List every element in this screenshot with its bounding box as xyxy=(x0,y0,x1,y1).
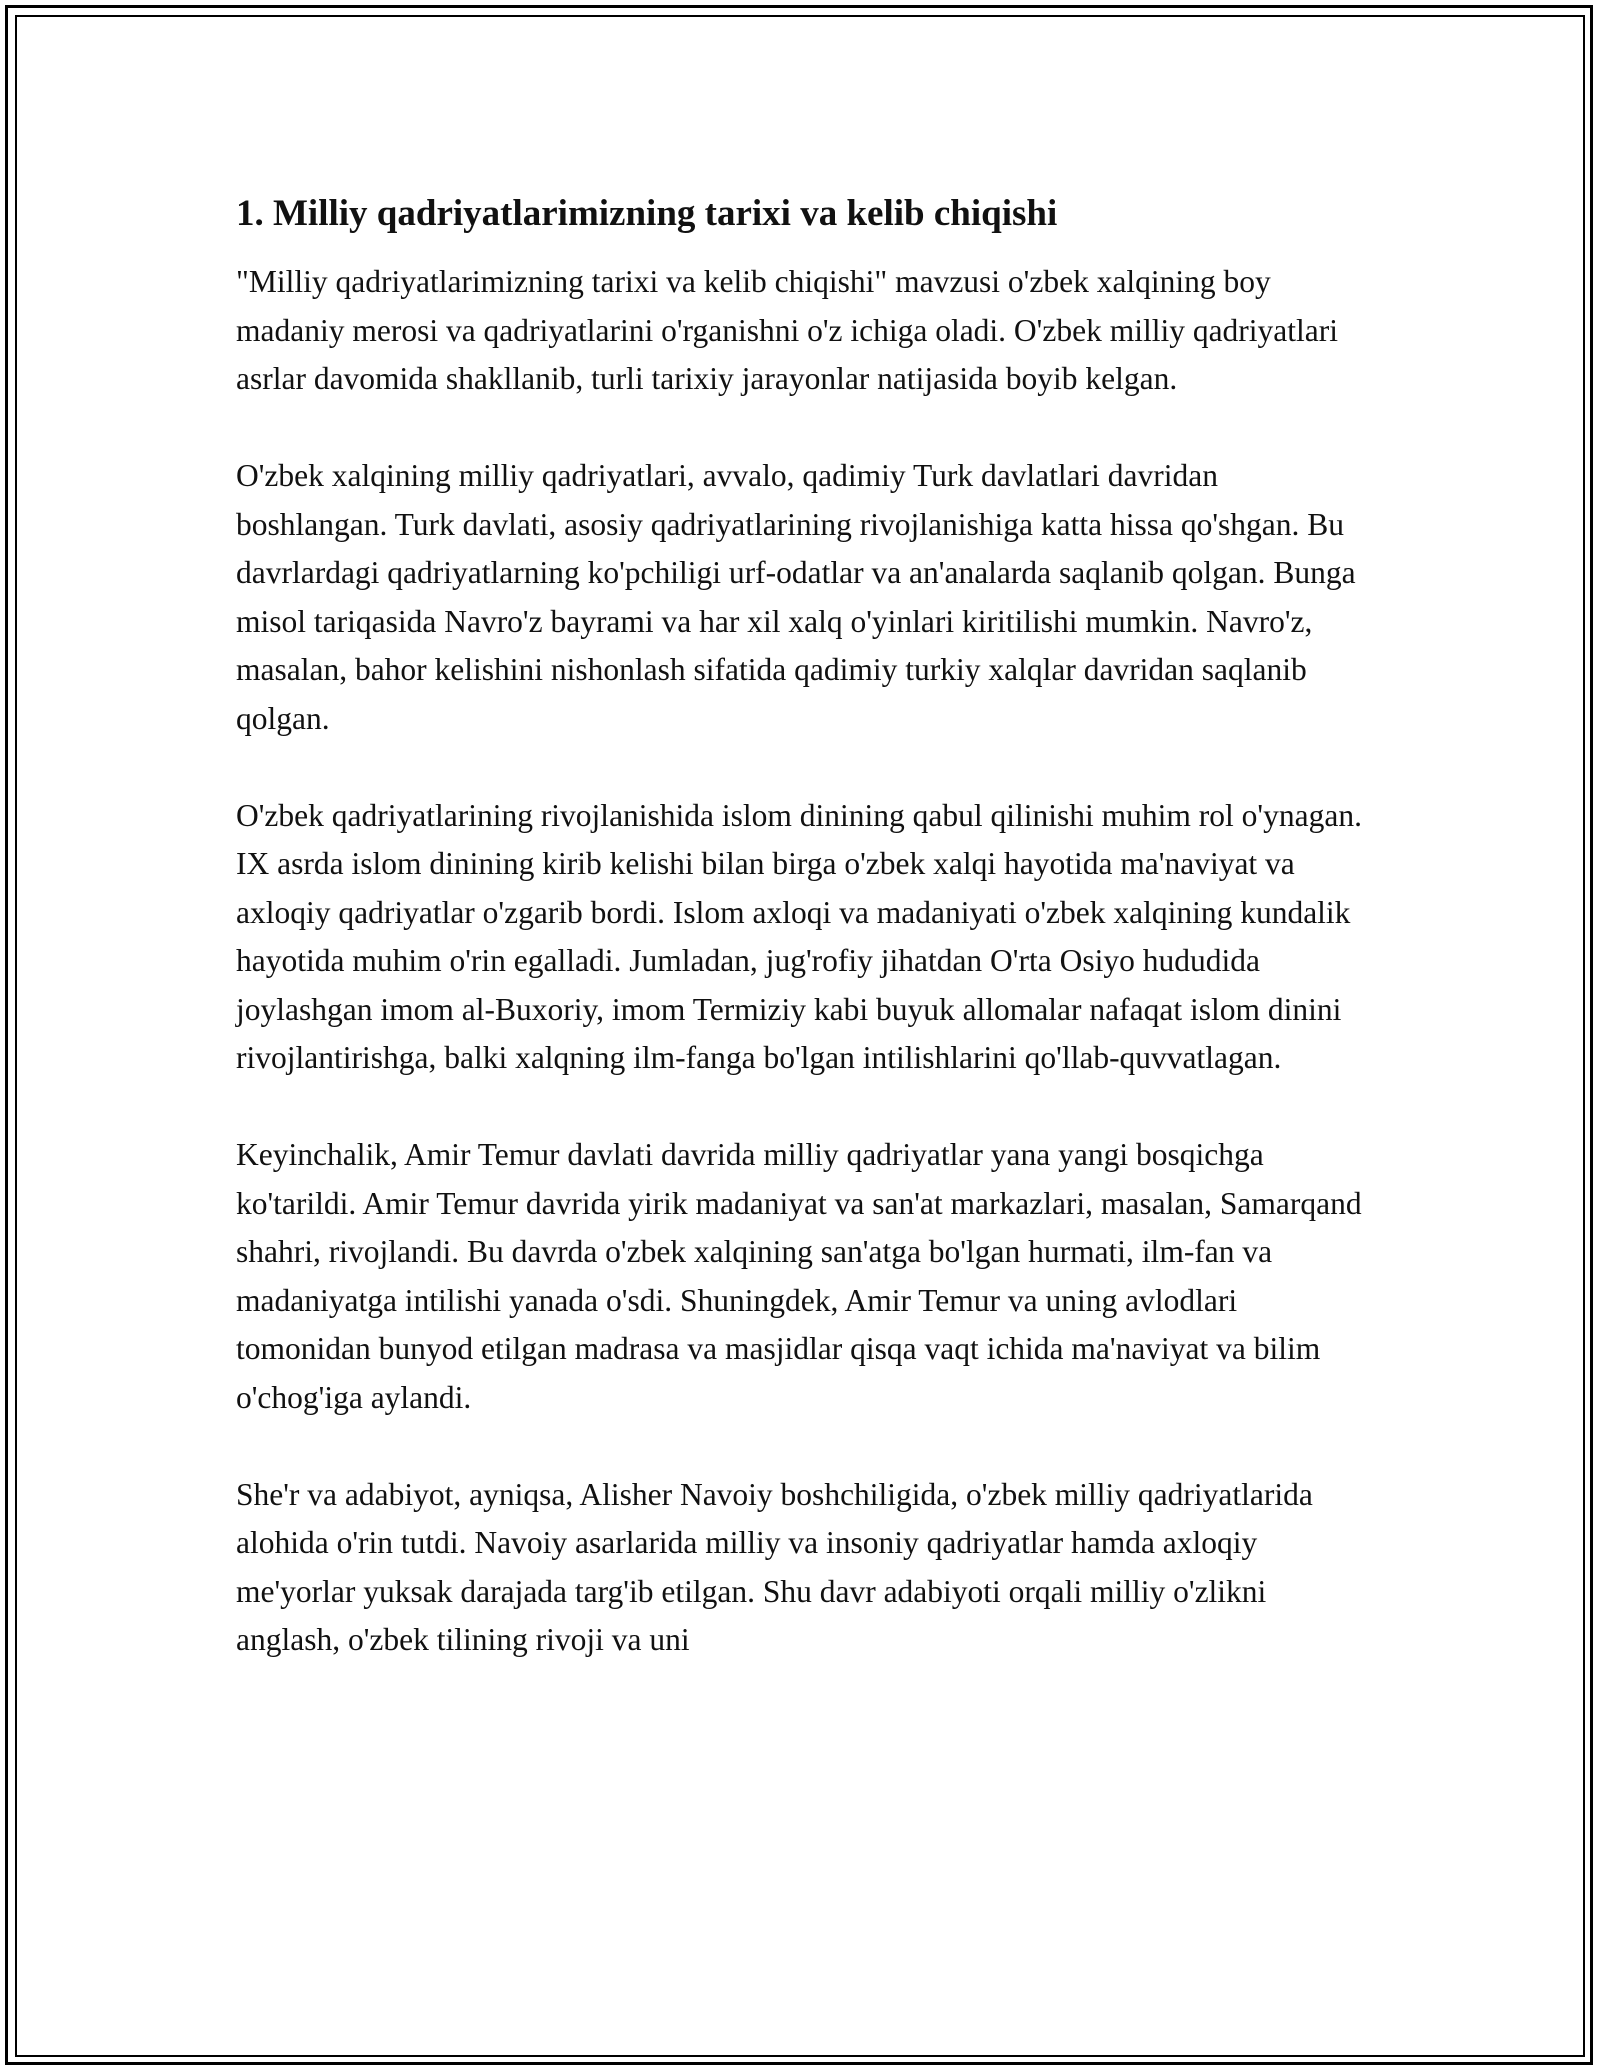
paragraph-5: She'r va adabiyot, ayniqsa, Alisher Navoiy boshchiligida, o'zbek milliy qadriyatlarida alohida o'rin tutdi. Navoiy asarlarida milliy va insoniy qadriyatlar hamda axloqiy me'yorlar yuksak darajada targ'ib etilgan. Shu davr adabiyoti orqali milliy o'zlikni anglash, o'zbek tilining rivoji va uni xyxy=(236,1476,1313,1657)
paragraph-1: "Milliy qadriyatlarimizning tarixi va kelib chiqishi" mavzusi o'zbek xalqining boy madaniy merosi va qadriyatlarini o'rganishni o'z ichiga oladi. O'zbek milliy qadriyatlari asrlar davomida shakllanib, turli tarixiy jarayonlar natijasida boyib kelgan. xyxy=(236,264,1339,396)
paragraph-3: O'zbek qadriyatlarining rivojlanishida islom dinining qabul qilinishi muhim rol o'ynagan. IX asrda islom dinining kirib kelishi bilan birga o'zbek xalqi hayotida ma'naviyat va axloqiy qadriyatlar o'zgarib bordi. Islom axloqi va madaniyati o'zbek xalqining kundalik hayotida muhim o'rin egalladi. Jumladan, jug'rofiy jihatdan O'rta Osiyo hududida joylashgan imom al-Buxoriy, imom Termiziy kabi buyuk allomalar nafaqat islom dinini rivojlantirishga, balki xalqning ilm-fanga bo'lgan intilishlarini qo'llab-quvvatlagan. xyxy=(236,797,1362,1075)
document-body xyxy=(236,188,1366,1665)
section-heading: 1. Milliy qadriyatlarimizning tarixi va kelib chiqishi xyxy=(236,193,1058,234)
paragraph-4: Keyinchalik, Amir Temur davlati davrida milliy qadriyatlar yana yangi bosqichga ko'tarildi. Amir Temur davrida yirik madaniyat va san'at markazlari, masalan, Samarqand shahri, rivojlandi. Bu davrda o'zbek xalqining san'atga bo'lgan hurmati, ilm-fan va madaniyatga intilishi yanada o'sdi. Shuningdek, Amir Temur va uning avlodlari tomonidan bunyod etilgan madrasa va masjidlar qisqa vaqt ichida ma'naviyat va bilim o'chog'iga aylandi. xyxy=(236,1137,1362,1415)
paragraph-2: O'zbek xalqining milliy qadriyatlari, avvalo, qadimiy Turk davlatlari davridan boshlangan. Turk davlati, asosiy qadriyatlarining rivojlanishiga katta hissa qo'shgan. Bu davrlardagi qadriyatlarning ko'pchiligi urf-odatlar va an'analarda saqlanib qolgan. Bunga misol tariqasida Navro'z bayrami va har xil xalq o'yinlari kiritilishi mumkin. Navro'z, masalan, bahor kelishini nishonlash sifatida qadimiy turkiy xalqlar davridan saqlanib qolgan. xyxy=(236,458,1356,736)
